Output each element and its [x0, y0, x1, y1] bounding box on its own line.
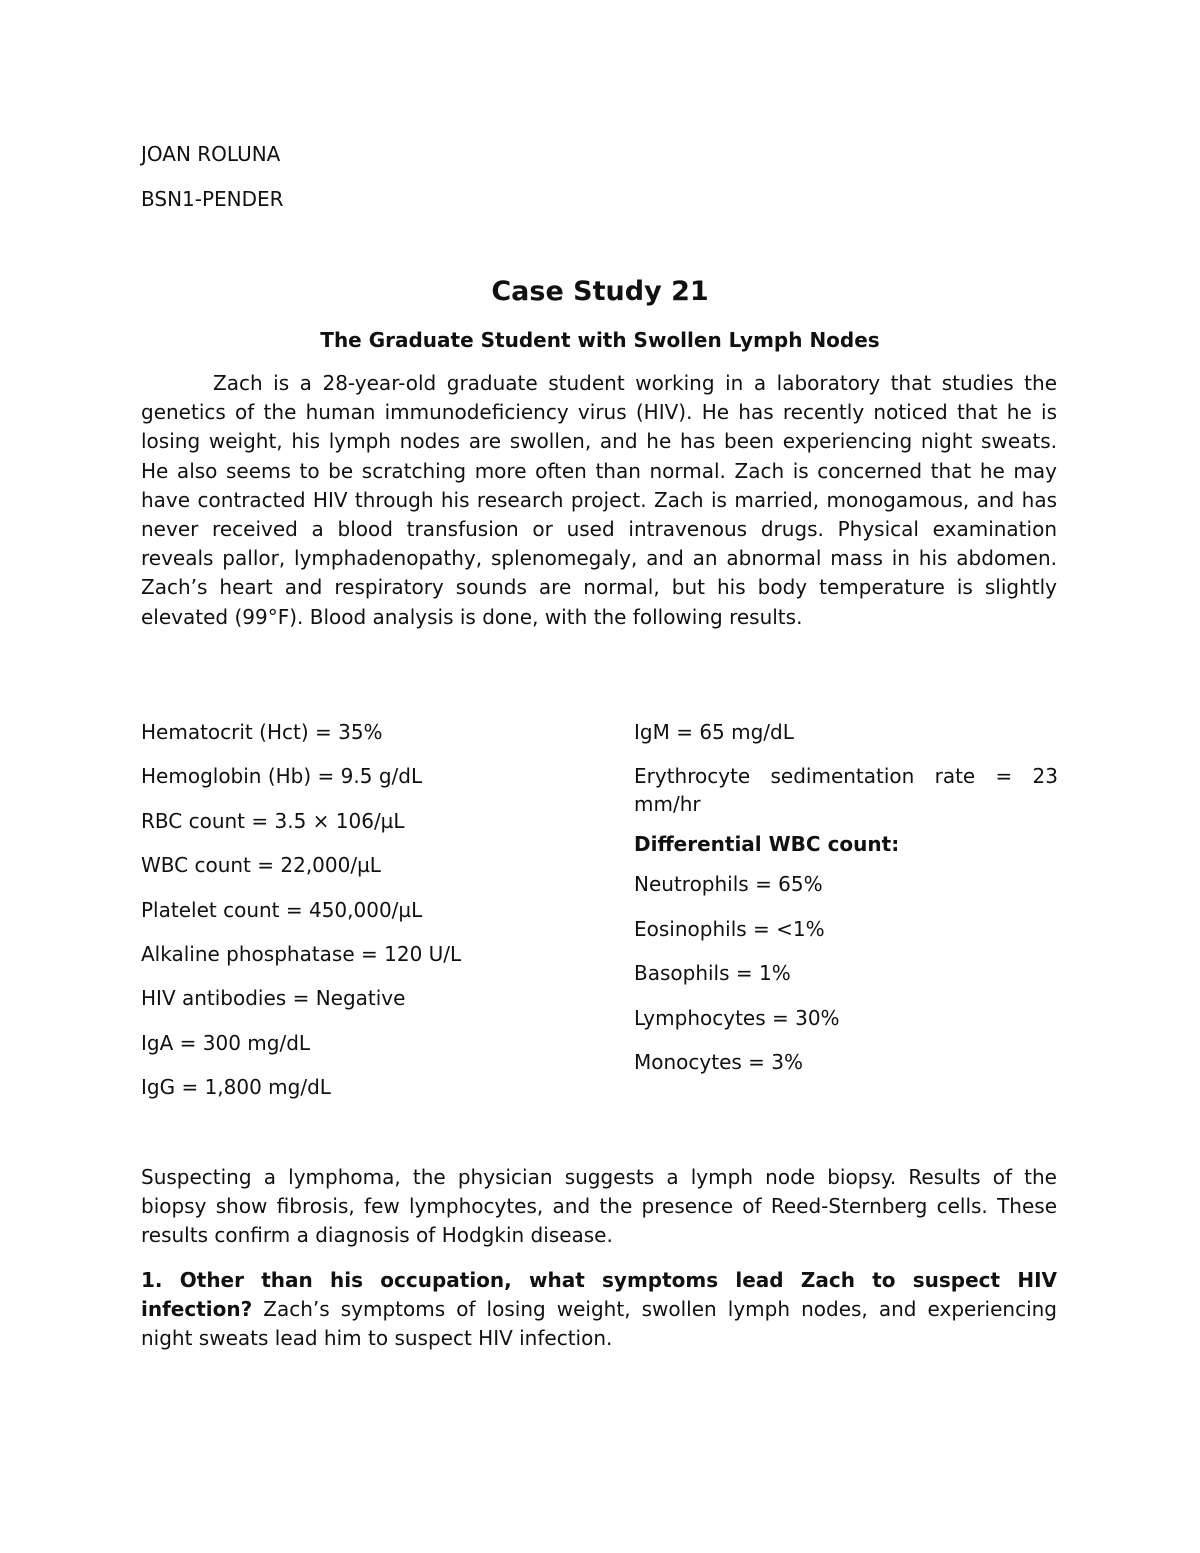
lab-result-item: IgA = 300 mg/dL — [141, 1030, 311, 1055]
document-subtitle: The Graduate Student with Swollen Lymph Nodes — [320, 328, 880, 352]
lab-result-item: HIV antibodies = Negative — [141, 986, 406, 1011]
student-name: JOAN ROLUNA — [141, 142, 281, 166]
lab-result-item: IgM = 65 mg/dL — [634, 720, 794, 744]
lab-result-item: WBC count = 22,000/µL — [141, 853, 381, 878]
class-section: BSN1-PENDER — [141, 187, 284, 211]
differential-item: Basophils = 1% — [634, 961, 791, 986]
answer-text: Zach’s symptoms of losing weight, swollen lymph nodes, and experiencing night sweats lead him to suspect HIV infection. — [141, 1297, 1057, 1351]
question-answer-1 — [141, 1266, 1057, 1354]
document-title: Case Study 21 — [491, 276, 709, 307]
lab-result-item: Erythrocyte sedimentation rate = 23 mm/hr — [634, 764, 1058, 817]
differential-item: Eosinophils = <1% — [634, 916, 825, 941]
lab-result-item: Alkaline phosphatase = 120 U/L — [141, 941, 462, 966]
lab-result-item: RBC count = 3.5 × 106/µL — [141, 808, 405, 833]
lab-result-item: IgG = 1,800 mg/dL — [141, 1075, 331, 1100]
intro-paragraph: Zach is a 28-year-old graduate student working in a laboratory that studies the genetics of the human immunodeficiency virus (HIV). He has recently noticed that he is losing weight, his lymph nodes are swollen, and he has been experiencing night sweats. He also seems to be scratching more often than normal. Zach is concerned that he may have contracted HIV through his research project. Zach is married, monogamous, and has never received a blood transfusion or used intravenous drugs. Physical examination reveals pallor, lymphadenopathy, splenomegaly, and an abnormal mass in his abdomen. Zach’s heart and respiratory sounds are normal, but his body temperature is slightly elevated (99°F). Blood analysis is done, with the following results. — [141, 371, 1057, 629]
differential-item: Lymphocytes = 30% — [634, 1005, 840, 1030]
lab-results-left-column — [141, 718, 565, 1118]
differential-item: Neutrophils = 65% — [634, 872, 823, 897]
differential-item: Monocytes = 3% — [634, 1049, 804, 1074]
lab-result-item: Platelet count = 450,000/µL — [141, 897, 423, 922]
biopsy-paragraph: Suspecting a lymphoma, the physician suggests a lymph node biopsy. Results of the biopsy show fibrosis, few lymphocytes, and the presence of Reed-Sternberg cells. These results confirm a diagnosis of Hodgkin disease. — [141, 1165, 1057, 1248]
differential-wbc-heading: Differential WBC count: — [634, 832, 900, 857]
lab-result-item: Hematocrit (Hct) = 35% — [141, 720, 383, 744]
question-text: 1. Other than his occupation, what symptoms lead Zach to suspect HIV infection? — [141, 1268, 1057, 1322]
lab-results-right-column — [634, 718, 1058, 1092]
lab-result-item: Hemoglobin (Hb) = 9.5 g/dL — [141, 764, 423, 789]
